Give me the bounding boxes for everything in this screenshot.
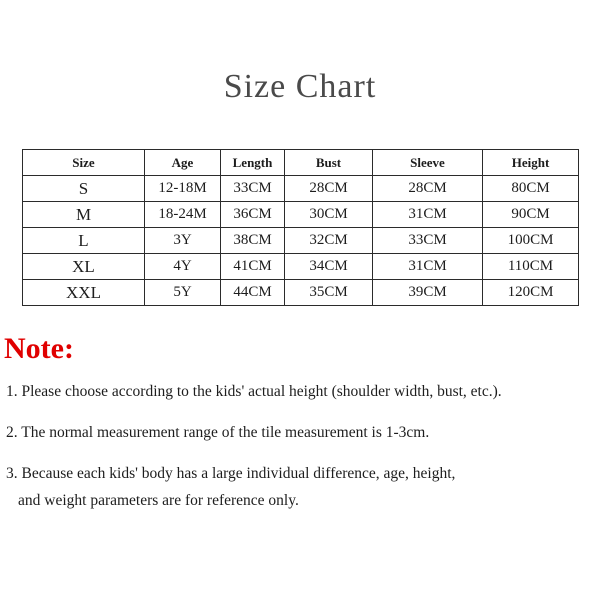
cell-height: 100CM	[483, 228, 579, 254]
cell-sleeve: 28CM	[373, 176, 483, 202]
table-row	[23, 254, 579, 280]
table-row	[23, 280, 579, 306]
column-header-age: Age	[145, 150, 221, 176]
cell-length: 44CM	[221, 280, 285, 306]
page-title: Size Chart	[223, 68, 377, 105]
note-item-3-text: 3. Because each kids' body has a large individual difference, age, height,	[6, 464, 456, 482]
note-item-2: 2. The normal measurement range of the tile measurement is 1-3cm.	[6, 423, 430, 441]
cell-sleeve: 33CM	[373, 228, 483, 254]
cell-bust: 35CM	[285, 280, 373, 306]
cell-size: M	[23, 202, 145, 228]
cell-length: 38CM	[221, 228, 285, 254]
cell-sleeve: 31CM	[373, 254, 483, 280]
table-row	[23, 202, 579, 228]
cell-length: 36CM	[221, 202, 285, 228]
size-table	[22, 149, 579, 306]
note-list	[6, 382, 600, 512]
table-header	[23, 150, 579, 176]
cell-age: 4Y	[145, 254, 221, 280]
cell-length: 41CM	[221, 254, 285, 280]
note-item-3	[6, 464, 600, 512]
column-header-sleeve: Sleeve	[373, 150, 483, 176]
column-header-size: Size	[23, 150, 145, 176]
cell-sleeve: 31CM	[373, 202, 483, 228]
cell-length: 33CM	[221, 176, 285, 202]
cell-size: XXL	[23, 280, 145, 306]
column-header-height: Height	[483, 150, 579, 176]
table-row	[23, 176, 579, 202]
cell-bust: 34CM	[285, 254, 373, 280]
table-row	[23, 228, 579, 254]
note-heading: Note:	[4, 332, 74, 365]
cell-bust: 28CM	[285, 176, 373, 202]
cell-height: 120CM	[483, 280, 579, 306]
cell-size: S	[23, 176, 145, 202]
cell-age: 18-24M	[145, 202, 221, 228]
cell-height: 80CM	[483, 176, 579, 202]
note-item-1: 1. Please choose according to the kids' actual height (shoulder width, bust, etc.).	[6, 383, 502, 400]
cell-age: 3Y	[145, 228, 221, 254]
table-body	[23, 176, 579, 306]
size-table-container	[22, 149, 578, 306]
column-header-bust: Bust	[285, 150, 373, 176]
cell-age: 5Y	[145, 280, 221, 306]
cell-height: 90CM	[483, 202, 579, 228]
cell-size: XL	[23, 254, 145, 280]
column-header-length: Length	[221, 150, 285, 176]
cell-age: 12-18M	[145, 176, 221, 202]
cell-height: 110CM	[483, 254, 579, 280]
table-header-row	[23, 150, 579, 176]
note-item-3-continuation: and weight parameters are for reference only.	[18, 491, 299, 509]
cell-size: L	[23, 228, 145, 254]
cell-bust: 30CM	[285, 202, 373, 228]
cell-bust: 32CM	[285, 228, 373, 254]
cell-sleeve: 39CM	[373, 280, 483, 306]
